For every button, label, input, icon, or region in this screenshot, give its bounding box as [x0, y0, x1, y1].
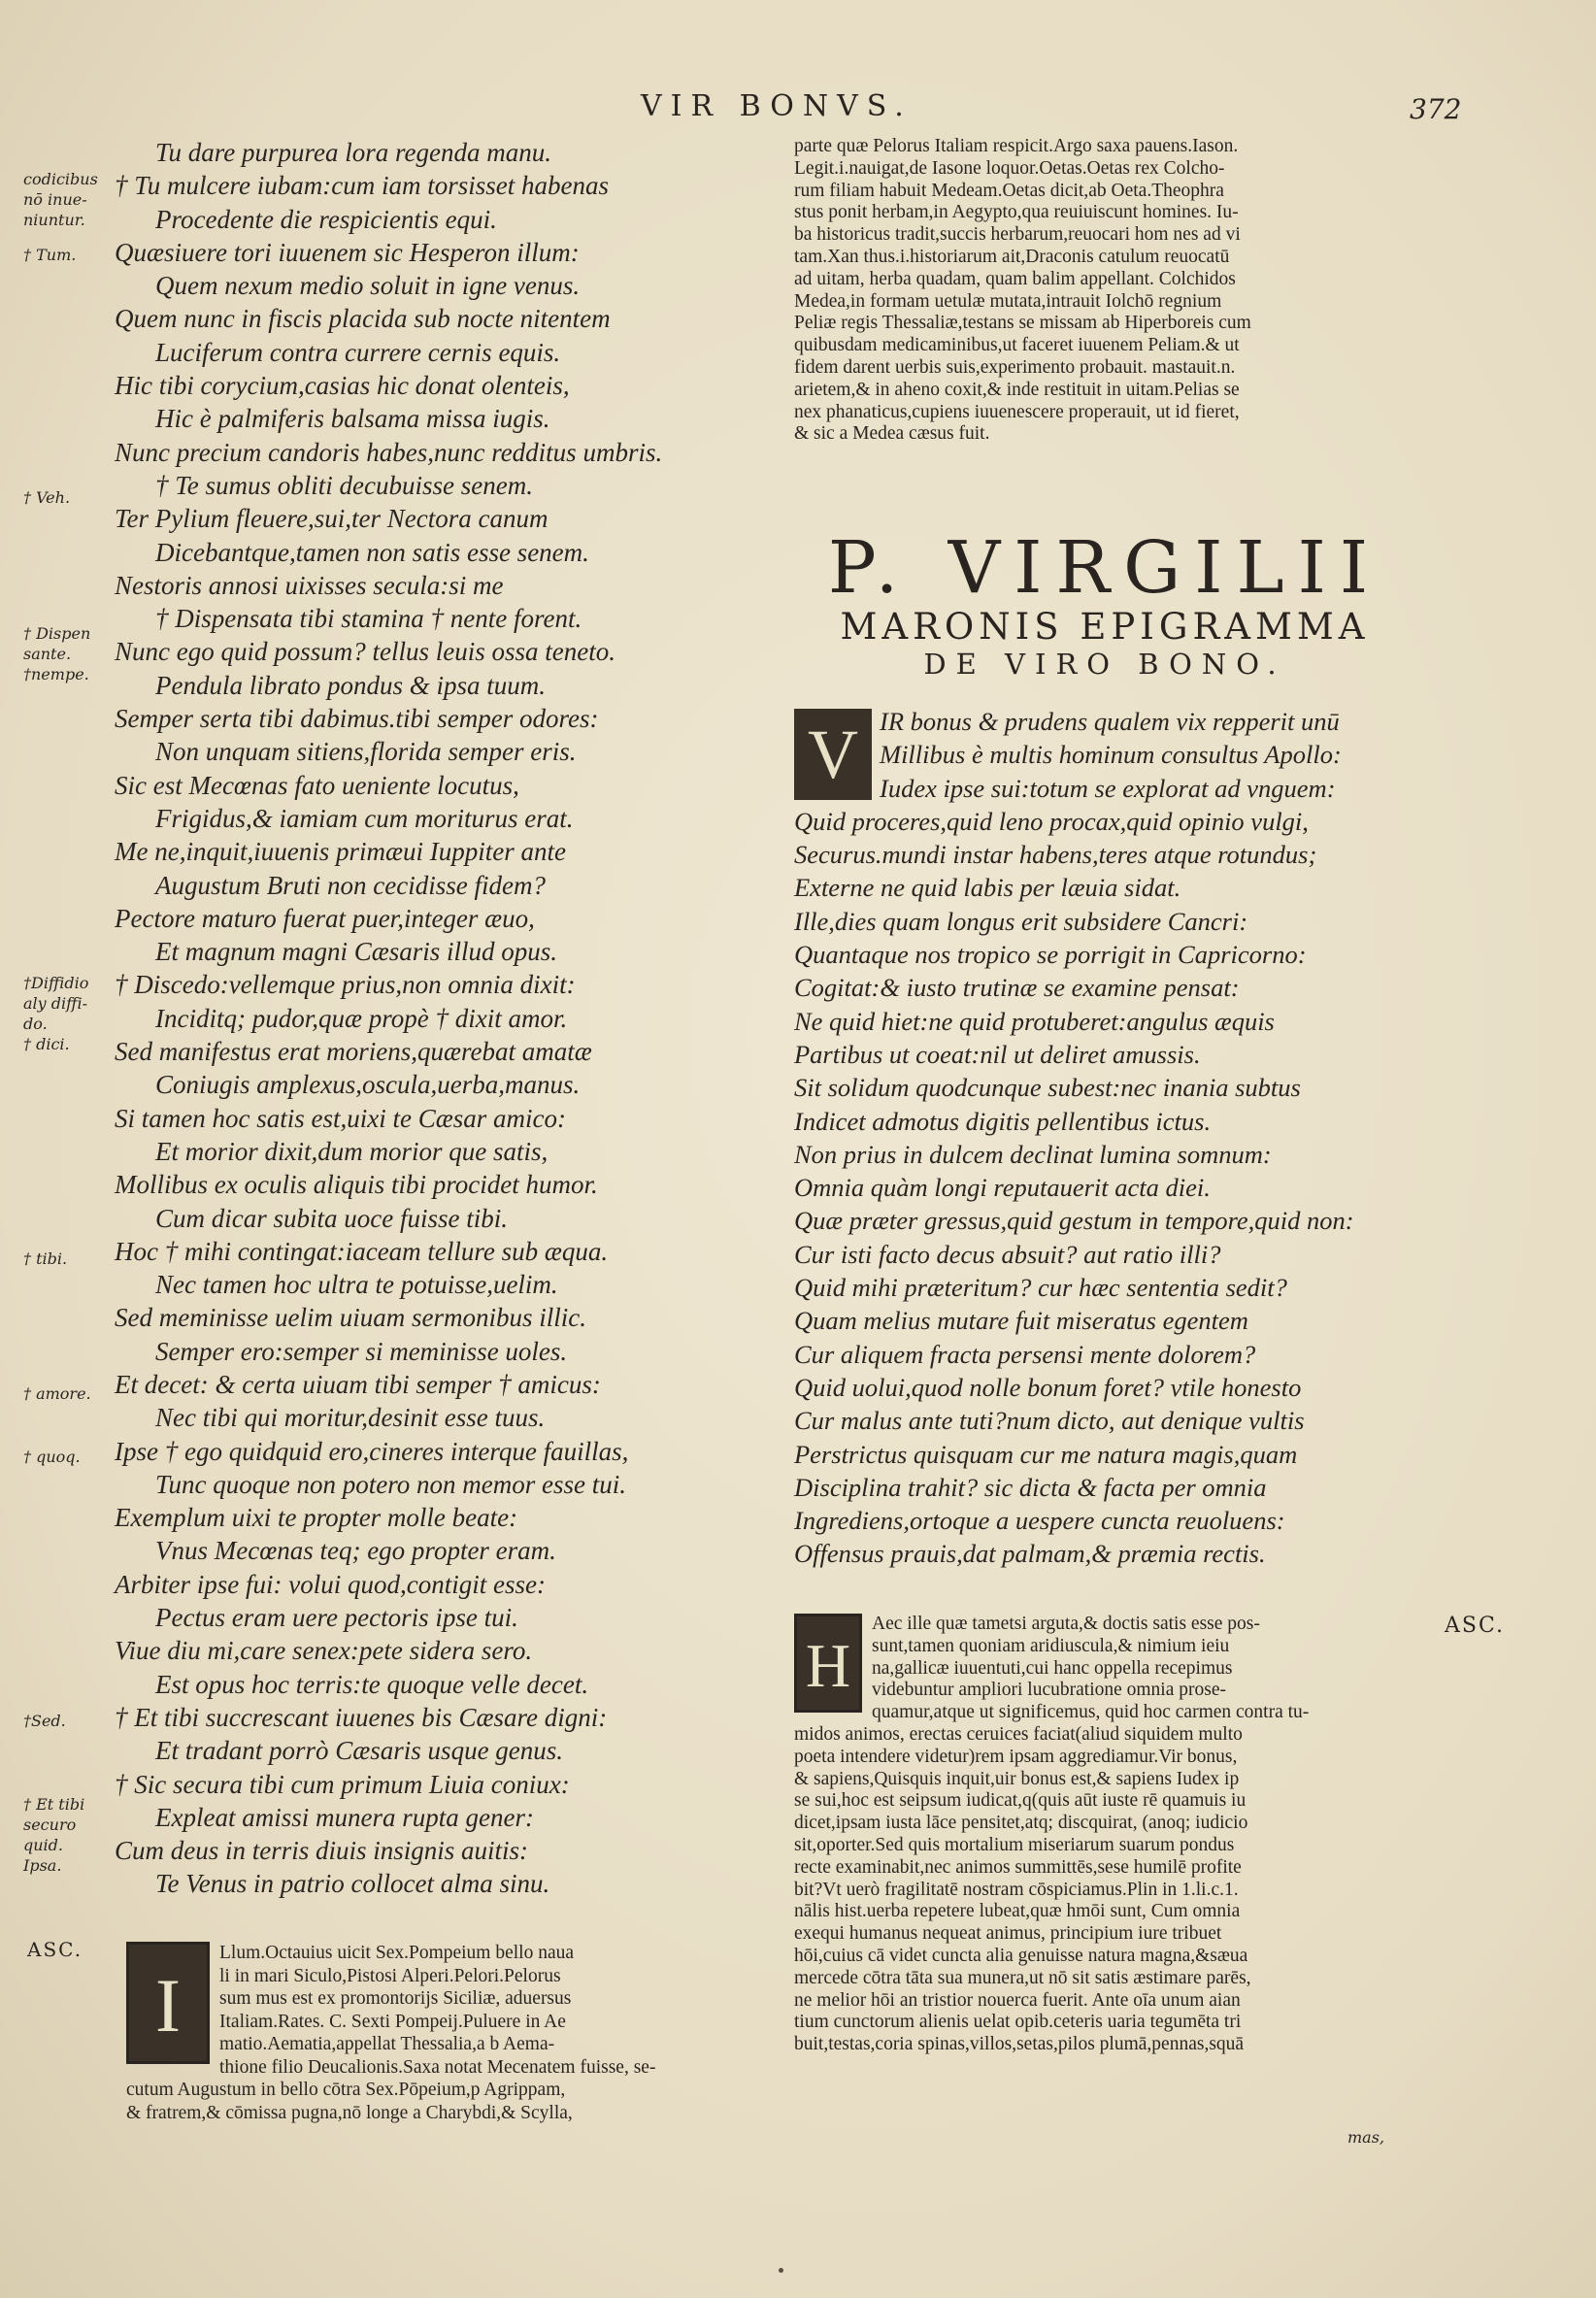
commentary-line: matio.Aematia,appellat Thessalia,a b Aema-	[219, 2034, 555, 2054]
verse-line: Hic tibi corycium,casias hic donat olenteis,	[115, 371, 570, 401]
verse-line: Sed manifestus erat moriens,quærebat amatæ	[115, 1037, 592, 1067]
verse-line: Si tamen hoc satis est,uixi te Cæsar amico:	[115, 1103, 566, 1133]
poem-line: Cur aliquem fracta persensi mente dolorem?	[794, 1339, 1256, 1369]
commentary-continued	[794, 136, 1493, 446]
poem-line: Cur isti facto decus absuit? aut ratio illi?	[794, 1239, 1221, 1269]
commentary-line: poeta intendere videtur)rem ipsam aggrediamur.Vir bonus,	[794, 1746, 1238, 1767]
prose-line: fidem darent uerbis suis,experimento probauit. mastauit.n.	[794, 356, 1236, 378]
commentary-line: na,gallicæ iuuentuti,cui hanc oppella recepimus	[872, 1657, 1233, 1679]
commentary-marker: ASC.	[27, 1938, 83, 1961]
margin-note: † Tum.	[23, 246, 77, 264]
margin-note: † tibi.	[23, 1249, 68, 1268]
commentary-line: mercede cōtra tāta sua munera,ut nō sit satis æstimare parēs,	[794, 1967, 1251, 1988]
verse-line: Non unquam sitiens,florida semper eris.	[155, 737, 577, 767]
poem-line: Externe ne quid labis per læuia sidat.	[794, 873, 1181, 903]
verse-line: † Tu mulcere iubam:cum iam torsisset habenas	[115, 171, 609, 201]
commentary-line: sunt,tamen quoniam aridiuscula,& nimium ieiu	[872, 1635, 1230, 1656]
commentary-line: hōi,cuius cā videt cuncta alia genuisse natura magna,&sæua	[794, 1945, 1248, 1966]
commentary-line: thione filio Deucalionis.Saxa notat Mecenatem fuisse, se-	[219, 2056, 656, 2078]
commentary-line: & fratrem,& cōmissa pugna,nō longe a Charybdi,& Scylla,	[126, 2102, 573, 2123]
prose-line: stus ponit herbam,in Aegypto,qua reuiuiscunt homines. Iu-	[794, 202, 1239, 223]
verse-line: Cum deus in terris diuis insignis auitis:	[115, 1836, 529, 1866]
poem-line: Ille,dies quam longus erit subsidere Cancri:	[794, 906, 1248, 936]
verse-line: Tunc quoque non potero non memor esse tui.	[155, 1469, 626, 1499]
page-number: 372	[1410, 93, 1462, 125]
poem-line: Ne quid hiet:ne quid protuberet:angulus æquis	[794, 1006, 1275, 1036]
left-verse-column	[115, 136, 746, 1901]
poem-line: Quam melius mutare fuit miseratus egentem	[794, 1306, 1248, 1336]
catchword: mas,	[1347, 2128, 1385, 2147]
verse-line: Mollibus ex oculis aliquis tibi procidet humor.	[115, 1170, 598, 1200]
verse-line: Nec tibi qui moritur,desinit esse tuus.	[155, 1403, 546, 1433]
prose-line: ad uitam, herba quadam, quam balim appellant. Colchidos	[794, 268, 1236, 289]
margin-note: †Diffidio aly diffi- do. † dici.	[23, 974, 89, 1053]
verse-line: Pendula librato pondus & ipsa tuum.	[155, 670, 547, 700]
prose-line: Peliæ regis Thessaliæ,testans se missam ab Hiperboreis cum	[794, 313, 1251, 334]
commentary-line: sit,oporter.Sed quis mortalium miseriarum suarum pondus	[794, 1834, 1235, 1855]
prose-line: Medea,in formam uetulæ mutata,intrauit Iolchō regnium	[794, 290, 1222, 312]
verse-text	[115, 136, 746, 1901]
poem-line: Quæ præter gressus,quid gestum in tempore,quid non:	[794, 1206, 1354, 1236]
prose-line: ba historicus tradit,succis herbarum,reuocari hom nes ad vi	[794, 224, 1241, 246]
verse-line: Arbiter ipse fui: volui quod,contigit esse:	[115, 1569, 546, 1599]
verse-line: Dicebantque,tamen non satis esse senem.	[155, 537, 589, 567]
prose-line: nex phanaticus,cupiens iuuenescere properauit, ut id fieret,	[794, 401, 1240, 422]
commentary-marker: ASC.	[1445, 1614, 1506, 1638]
prose-line: & sic a Medea cæsus fuit.	[794, 423, 990, 445]
verse-line: Nunc precium candoris habes,nunc redditus umbris.	[115, 437, 663, 467]
commentary-line: ne melior hōi an tristior nouerca fuerit. Ante oīa unum aian	[794, 1989, 1241, 2011]
verse-line: Coniugis amplexus,oscula,uerba,manus.	[155, 1070, 581, 1100]
poem-line: Ingrediens,ortoque a uespere cuncta reuoluens:	[794, 1506, 1285, 1536]
margin-note: codicibus nō inue- niuntur.	[23, 170, 98, 229]
verse-line: Et decet: & certa uiuam tibi semper † amicus:	[115, 1369, 601, 1399]
verse-line: Vnus Mecœnas teq; ego propter eram.	[155, 1536, 556, 1566]
left-commentary	[126, 1942, 767, 2124]
right-prose-column	[794, 136, 1493, 446]
verse-line: † Et tibi succrescant iuuenes bis Cæsare digni:	[115, 1702, 608, 1732]
verse-line: Pectus eram uere pectoris ipse tui.	[155, 1603, 518, 1633]
verse-line: Viue diu mi,care senex:pete sidera sero.	[115, 1636, 533, 1666]
verse-line: Quem nexum medio soluit in igne venus.	[155, 271, 581, 301]
poem-line: Non prius in dulcem declinat lumina somnum:	[794, 1139, 1272, 1169]
poem-line: Cogitat:& iusto trutinæ se examine pensat:	[794, 973, 1240, 1003]
commentary-line: videbuntur ampliori lucubratione omnia prose-	[872, 1680, 1226, 1701]
commentary-line: tium cunctorum alienis uelat opib.ceteris uaria tegumēta tri	[794, 2012, 1242, 2033]
title-line-2: MARONIS EPIGRAMMA	[840, 606, 1370, 648]
verse-line: † Te sumus obliti decubuisse senem.	[155, 470, 533, 500]
poem-line: Sit solidum quodcunque subest:nec inania subtus	[794, 1073, 1301, 1103]
commentary-line: quamur,atque ut significemus, quid hoc carmen contra tu-	[872, 1702, 1310, 1723]
margin-note: † quoq.	[23, 1448, 81, 1466]
epigram-title	[794, 526, 1415, 681]
title-line-1: P. VIRGILII	[827, 526, 1382, 610]
decorated-initial: V	[794, 709, 872, 800]
margin-note: †Sed.	[23, 1712, 66, 1730]
page-speck	[779, 2268, 783, 2273]
poem-line: Quid uolui,quod nolle bonum foret? vtile honesto	[794, 1372, 1302, 1402]
verse-line: Semper ero:semper si meminisse uoles.	[155, 1336, 568, 1366]
decorated-initial: I	[126, 1942, 210, 2064]
poem-line: Quid proceres,quid leno procax,quid opinio vulgi,	[794, 806, 1309, 836]
verse-line: Expleat amissi munera rupta gener:	[155, 1802, 534, 1832]
title-line-3: DE VIRO BONO.	[923, 648, 1286, 681]
verse-line: Luciferum contra currere cernis equis.	[155, 337, 561, 367]
verse-line: Procedente die respicientis equi.	[155, 204, 497, 234]
commentary-line: midos animos, erectas ceruices faciat(aliud siquidem multo	[794, 1723, 1243, 1745]
verse-line: Inciditq; pudor,quæ propè † dixit amor.	[155, 1003, 568, 1033]
verse-line: Hic è palmiferis balsama missa iugis.	[155, 404, 550, 434]
verse-line: Ipse † ego quidquid ero,cineres interque fauillas,	[115, 1436, 629, 1466]
poem-line: Millibus è multis hominum consultus Apollo:	[880, 740, 1342, 770]
commentary-line: Italiam.Rates. C. Sexti Pompeij.Puluere in Ae	[219, 2011, 566, 2032]
poem-line: Perstrictus quisquam cur me natura magis,quam	[794, 1439, 1298, 1469]
poem-line: Cur malus ante tuti?num dicto, aut denique vultis	[794, 1406, 1305, 1436]
poem-line: Offensus prauis,dat palmam,& præmia rectis.	[794, 1539, 1266, 1569]
running-title: VIR BONVS.	[641, 89, 913, 123]
margin-note: † Et tibi securo quid. Ipsa.	[23, 1795, 85, 1875]
prose-line: arietem,& in aheno coxit,& inde restituit in uitam.Pelias se	[794, 379, 1240, 400]
commentary-line: li in mari Siculo,Pistosi Alperi.Pelori.Pelorus	[219, 1965, 561, 1986]
prose-line: rum filiam habuit Medeam.Oetas dicit,ab Oeta.Theophra	[794, 180, 1224, 201]
right-commentary	[794, 1614, 1435, 2056]
verse-line: Exemplum uixi te propter molle beate:	[115, 1503, 518, 1533]
commentary-line: bit?Vt uerò fragilitatē nostram cōspiciamus.Plin in 1.li.c.1.	[794, 1879, 1239, 1900]
commentary-line: exequi humanus nequeat animus, principium iure tribuet	[794, 1923, 1222, 1945]
commentary-line: Llum.Octauius uicit Sex.Pompeium bello naua	[219, 1943, 575, 1963]
verse-line: Te Venus in patrio collocet alma sinu.	[155, 1869, 550, 1899]
verse-line: Nestoris annosi uixisses secula:si me	[115, 570, 504, 600]
verse-line: † Dispensata tibi stamina † nente forent.	[155, 604, 582, 634]
verse-line: Est opus hoc terris:te quoque velle decet.	[155, 1669, 589, 1699]
commentary-line: buit,testas,coria spinas,villos,setas,pilos plumā,pennas,squā	[794, 2034, 1245, 2055]
decorated-initial: H	[794, 1614, 862, 1713]
poem-line: Iudex ipse sui:totum se explorat ad vnguem:	[880, 773, 1336, 803]
verse-line: Tu dare purpurea lora regenda manu.	[155, 138, 551, 167]
verse-line: Et morior dixit,dum morior que satis,	[155, 1136, 549, 1166]
prose-line: tam.Xan thus.i.historiarum ait,Draconis catulum reuocatū	[794, 246, 1230, 267]
commentary-line: recte examinabit,nec animos summittēs,sese humilē profite	[794, 1856, 1242, 1878]
commentary-line: & sapiens,Quisquis inquit,uir bonus est,& sapiens Iudex ip	[794, 1768, 1240, 1789]
verse-line: † Sic secura tibi cum primum Liuia coniux:	[115, 1769, 570, 1799]
poem-line: Indicet admotus digitis pellentibus ictus.	[794, 1106, 1212, 1136]
verse-line: Me ne,inquit,iuuenis primæui Iuppiter ante	[115, 837, 566, 867]
verse-line: Sed meminisse uelim uiuam sermonibus illic.	[115, 1303, 586, 1333]
epigram-poem	[794, 705, 1474, 1571]
verse-line: † Discedo:vellemque prius,non omnia dixit:	[115, 970, 576, 1000]
commentary-line: sum mus est ex promontorijs Siciliæ, aduersus	[219, 1988, 572, 2009]
commentary-line: Aec ille quæ tametsi arguta,& doctis satis esse pos-	[872, 1614, 1260, 1634]
poem-line: Securus.mundi instar habens,teres atque rotundus;	[794, 840, 1317, 870]
verse-line: Semper serta tibi dabimus.tibi semper odores:	[115, 704, 599, 734]
poem-line: Disciplina trahit? sic dicta & facta per omnia	[794, 1472, 1267, 1502]
verse-line: Augustum Bruti non cecidisse fidem?	[155, 870, 546, 900]
verse-line: Et tradant porrò Cæsaris usque genus.	[155, 1736, 564, 1766]
prose-line: parte quæ Pelorus Italiam respicit.Argo saxa pauens.Iason.	[794, 136, 1239, 156]
verse-line: Pectore maturo fuerat puer,integer æuo,	[115, 903, 535, 933]
margin-note: † Veh.	[23, 488, 71, 507]
verse-line: Frigidus,& iamiam cum moriturus erat.	[155, 803, 574, 833]
verse-line: Ter Pylium fleuere,sui,ter Nectora canum	[115, 504, 549, 534]
commentary-line: dicet,ipsam iusta lāce pensitet,atq; discquirat, (anoq; iudicio	[794, 1813, 1248, 1834]
commentary-line: nālis hist.uerba repetere lubeat,quæ hmōi sunt, Cum omnia	[794, 1901, 1241, 1922]
commentary-line: se sui,hoc est seipsum iudicat,q(quis aūt iuste rē quamuis iu	[794, 1790, 1247, 1812]
verse-line: Cum dicar subita uoce fuisse tibi.	[155, 1203, 508, 1233]
commentary-line: cutum Augustum in bello cōtra Sex.Pōpeium,p Agrippam,	[126, 2080, 566, 2100]
margin-note: † amore.	[23, 1384, 91, 1403]
poem-line: IR bonus & prudens qualem vix repperit unū	[880, 707, 1340, 736]
prose-line: Legit.i.nauigat,de Iasone loquor.Oetas.Oetas rex Colcho-	[794, 157, 1225, 179]
verse-line: Sic est Mecœnas fato ueniente locutus,	[115, 770, 519, 800]
verse-line: Hoc † mihi contingat:iaceam tellure sub æqua.	[115, 1236, 609, 1266]
poem-line: Quantaque nos tropico se porrigit in Capricorno:	[794, 940, 1307, 970]
verse-line: Nunc ego quid possum? tellus leuis ossa teneto.	[115, 637, 615, 667]
poem-line: Partibus ut coeat:nil ut deliret amussis.	[794, 1039, 1201, 1069]
verse-line: Nec tamen hoc ultra te potuisse,uelim.	[155, 1270, 558, 1300]
poem-line: Quid mihi præteritum? cur hæc sententia sedit?	[794, 1273, 1287, 1303]
verse-line: Quæsiuere tori iuuenem sic Hesperon illum:	[115, 237, 580, 267]
verse-line: Quem nunc in fiscis placida sub nocte nitentem	[115, 304, 611, 334]
verse-line: Et magnum magni Cæsaris illud opus.	[155, 937, 558, 967]
prose-line: quibusdam medicaminibus,ut faceret iuuenem Peliam.& ut	[794, 335, 1240, 356]
poem-line: Omnia quàm longi reputauerit acta diei.	[794, 1173, 1211, 1203]
margin-note: † Dispen sante. †nempe.	[23, 624, 91, 683]
